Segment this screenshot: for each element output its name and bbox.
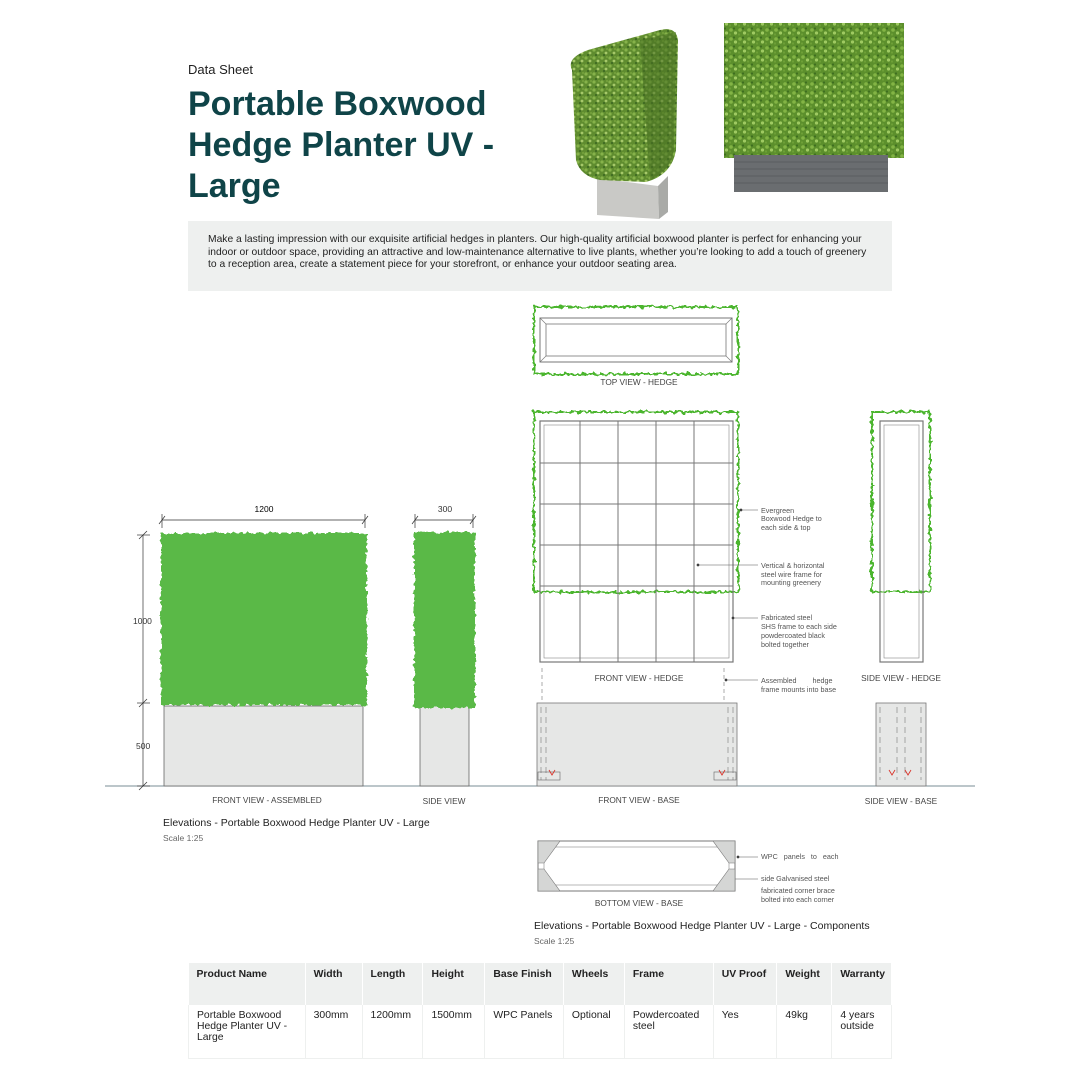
svg-text:bolted into each corner: bolted into each corner: [761, 895, 835, 904]
title-line: Portable Boxwood: [188, 85, 487, 123]
header-weight: Weight: [777, 963, 832, 1005]
table-row: [189, 1005, 892, 1059]
svg-text:each side & top: each side & top: [761, 523, 811, 532]
svg-text:powdercoated black: powdercoated black: [761, 631, 825, 640]
cell-frame: Powdercoated steel: [624, 1005, 713, 1059]
header-base-finish: Base Finish: [485, 963, 564, 1005]
cell-length: 1200mm: [362, 1005, 423, 1059]
components-scale: Scale 1:25: [534, 936, 575, 946]
title-line: Hedge Planter UV -: [188, 126, 495, 164]
cell-height: 1500mm: [423, 1005, 485, 1059]
width-dimension-label: 1200: [254, 504, 274, 514]
svg-text:Evergreen: Evergreen: [761, 506, 795, 515]
components-caption: Elevations - Portable Boxwood Hedge Planter UV - Large - Components: [534, 920, 870, 932]
elevations-caption: Elevations - Portable Boxwood Hedge Planter UV - Large: [163, 817, 430, 829]
svg-text:Assembled hedge: Assembled hedge: [761, 676, 833, 685]
side-view-base-label: SIDE VIEW - BASE: [864, 796, 938, 806]
spec-table: [188, 963, 892, 1059]
width-dimension: [159, 514, 368, 528]
header-frame: Frame: [624, 963, 713, 1005]
side-view-hedge-label: SIDE VIEW - HEDGE: [861, 673, 941, 683]
front-view-base: [537, 703, 737, 786]
svg-text:WPC panels to each: WPC panels to each: [761, 852, 839, 861]
header-width: Width: [305, 963, 362, 1005]
header-height: Height: [423, 963, 485, 1005]
data-sheet-label: Data Sheet: [188, 62, 254, 77]
annotation-wire-frame: [761, 561, 825, 587]
spec-table-header-row: [189, 963, 892, 1005]
intro-panel: Make a lasting impression with our exquisite artificial hedges in planters. Our high-quality artificial boxwood planter is perfect for enhancing your indoor or outdoor space, providing an attractive and low-maintenance alternative to live plants, whether you’re looking to add a touch of greenery to a reception area, create a statement piece for your storefront, or enhance your outdoor seating area.: [188, 221, 892, 291]
side-view-assembled: [414, 532, 475, 786]
top-view-hedge: [534, 307, 738, 374]
header-product-name: Product Name: [189, 963, 306, 1005]
depth-dimension: [412, 514, 476, 528]
front-view-hedge: [534, 412, 738, 662]
cell-product-name: Portable Boxwood Hedge Planter UV - Large: [189, 1005, 306, 1059]
svg-text:steel wire frame for: steel wire frame for: [761, 570, 823, 579]
annotation-hedge: [761, 506, 822, 532]
cell-width: 300mm: [305, 1005, 362, 1059]
base-height-label: 500: [136, 741, 151, 751]
cell-weight: 49kg: [777, 1005, 832, 1059]
header-warranty: Warranty: [832, 963, 892, 1005]
annotation-corner: [761, 886, 835, 904]
annotation-wpc: [761, 852, 839, 861]
cell-wheels: Optional: [563, 1005, 624, 1059]
hedge-height-label: 1000: [133, 616, 152, 626]
top-view-hedge-label: TOP VIEW - HEDGE: [600, 377, 678, 387]
front-view-assembled-label: FRONT VIEW - ASSEMBLED: [212, 795, 322, 805]
elevations-scale: Scale 1:25: [163, 833, 204, 843]
svg-text:Boxwood Hedge to: Boxwood Hedge to: [761, 514, 822, 523]
title-line: Large: [188, 167, 281, 205]
front-view-base-label: FRONT VIEW - BASE: [598, 795, 680, 805]
bottom-view-base-label: BOTTOM VIEW - BASE: [594, 898, 684, 908]
svg-text:mounting greenery: mounting greenery: [761, 578, 821, 587]
svg-text:bolted together: bolted together: [761, 640, 809, 649]
height-dimension: [137, 531, 150, 790]
depth-dimension-label: 300: [437, 504, 453, 514]
svg-text:frame mounts into base: frame mounts into base: [761, 685, 837, 694]
annotation-galv: [761, 874, 830, 883]
header-uv-proof: UV Proof: [713, 963, 777, 1005]
annotation-steel-frame: [761, 613, 837, 649]
svg-text:Vertical & horizontal: Vertical & horizontal: [761, 561, 825, 570]
annotation-mounts: [761, 676, 836, 694]
svg-text:SHS frame to each side: SHS frame to each side: [761, 622, 837, 631]
svg-text:Fabricated steel: Fabricated steel: [761, 613, 813, 622]
cell-warranty: 4 years outside: [832, 1005, 892, 1059]
front-view-assembled: [161, 533, 367, 786]
cell-uv-proof: Yes: [713, 1005, 777, 1059]
header-length: Length: [362, 963, 423, 1005]
svg-text:fabricated corner brace: fabricated corner brace: [761, 886, 835, 895]
header-wheels: Wheels: [563, 963, 624, 1005]
svg-text:side Galvanised steel: side Galvanised steel: [761, 874, 830, 883]
side-view-label: SIDE VIEW: [422, 796, 466, 806]
cell-base-finish: WPC Panels: [485, 1005, 564, 1059]
leader-lines: [697, 509, 758, 880]
side-view-base: [876, 703, 926, 786]
front-view-hedge-label: FRONT VIEW - HEDGE: [594, 673, 684, 683]
bottom-view-base: [538, 841, 735, 891]
side-view-hedge: [872, 412, 930, 662]
